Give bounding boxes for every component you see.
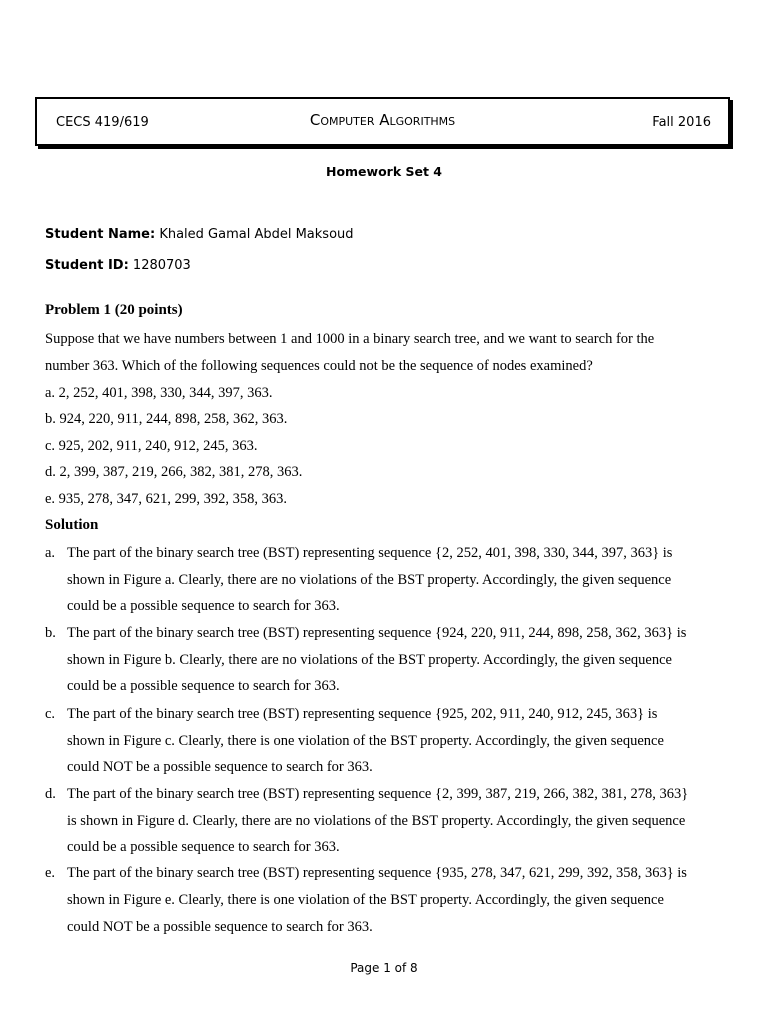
solution-item-line: The part of the binary search tree (BST) representing sequence {2, 399, 387, 219, 266, 382, 381, 278, 363}	[67, 786, 689, 802]
option-d: d. 2, 399, 387, 219, 266, 382, 381, 278, 363.	[45, 464, 303, 480]
page-footer: Page 1 of 8	[350, 961, 418, 975]
option-b: b. 924, 220, 911, 244, 898, 258, 362, 363.	[45, 411, 288, 427]
student-name: Khaled Gamal Abdel Maksoud	[159, 227, 354, 242]
student-id: 1280703	[132, 258, 191, 273]
course-code: CECS 419/619	[56, 115, 149, 130]
course-term: Fall 2016	[652, 115, 711, 130]
option-e: e. 935, 278, 347, 621, 299, 392, 358, 363.	[45, 491, 288, 507]
problem-statement-line: Suppose that we have numbers between 1 and 1000 in a binary search tree, and we want to search for the	[45, 331, 655, 347]
course-title: Computer Algorithms	[309, 111, 456, 129]
problem-title: Problem 1 (20 points)	[45, 302, 183, 318]
option-c: c. 925, 202, 911, 240, 912, 245, 363.	[45, 438, 258, 454]
solution-item-line: The part of the binary search tree (BST) representing sequence {925, 202, 911, 240, 912, 245, 363} is	[67, 706, 658, 722]
solution-item-line: could be a possible sequence to search for 363.	[67, 678, 340, 694]
solution-item-line: shown in Figure e. Clearly, there is one violation of the BST property. Accordingly, the given sequence	[67, 892, 664, 908]
solution-item-line: could NOT be a possible sequence to search for 363.	[67, 759, 373, 775]
solution-item-line: shown in Figure b. Clearly, there are no violations of the BST property. Accordingly, the given sequence	[67, 652, 672, 668]
solution-item-line: shown in Figure c. Clearly, there is one violation of the BST property. Accordingly, the given sequence	[67, 733, 664, 749]
solution-item-line: could be a possible sequence to search for 363.	[67, 598, 340, 614]
solution-item-label: a.	[45, 545, 56, 561]
solution-item-label: e.	[45, 865, 56, 881]
problem-statement-line: number 363. Which of the following sequences could not be the sequence of nodes examined?	[45, 358, 593, 374]
student-name-line	[45, 227, 354, 242]
solution-item-line: The part of the binary search tree (BST) representing sequence {924, 220, 911, 244, 898, 258, 362, 363} is	[67, 625, 687, 641]
course-header-box	[35, 97, 730, 146]
solution-item-line: could NOT be a possible sequence to search for 363.	[67, 919, 373, 935]
solution-item-label: c.	[45, 706, 56, 722]
student-name-label: Student Name:	[45, 227, 156, 242]
solution-item-line: is shown in Figure d. Clearly, there are no violations of the BST property. Accordingly, the given sequence	[67, 813, 686, 829]
student-id-line	[45, 258, 191, 273]
solution-item-label: b.	[45, 625, 56, 641]
solution-item-label: d.	[45, 786, 56, 802]
solution-item-line: The part of the binary search tree (BST) representing sequence {935, 278, 347, 621, 299, 392, 358, 363} is	[67, 865, 687, 881]
solution-title: Solution	[45, 517, 99, 533]
solution-item-line: could be a possible sequence to search for 363.	[67, 839, 340, 855]
homework-title: Homework Set 4	[325, 164, 443, 179]
student-id-label: Student ID:	[45, 258, 129, 273]
option-a: a. 2, 252, 401, 398, 330, 344, 397, 363.	[45, 385, 273, 401]
solution-item-line: shown in Figure a. Clearly, there are no violations of the BST property. Accordingly, the given sequence	[67, 572, 672, 588]
solution-item-line: The part of the binary search tree (BST) representing sequence {2, 252, 401, 398, 330, 344, 397, 363} is	[67, 545, 673, 561]
